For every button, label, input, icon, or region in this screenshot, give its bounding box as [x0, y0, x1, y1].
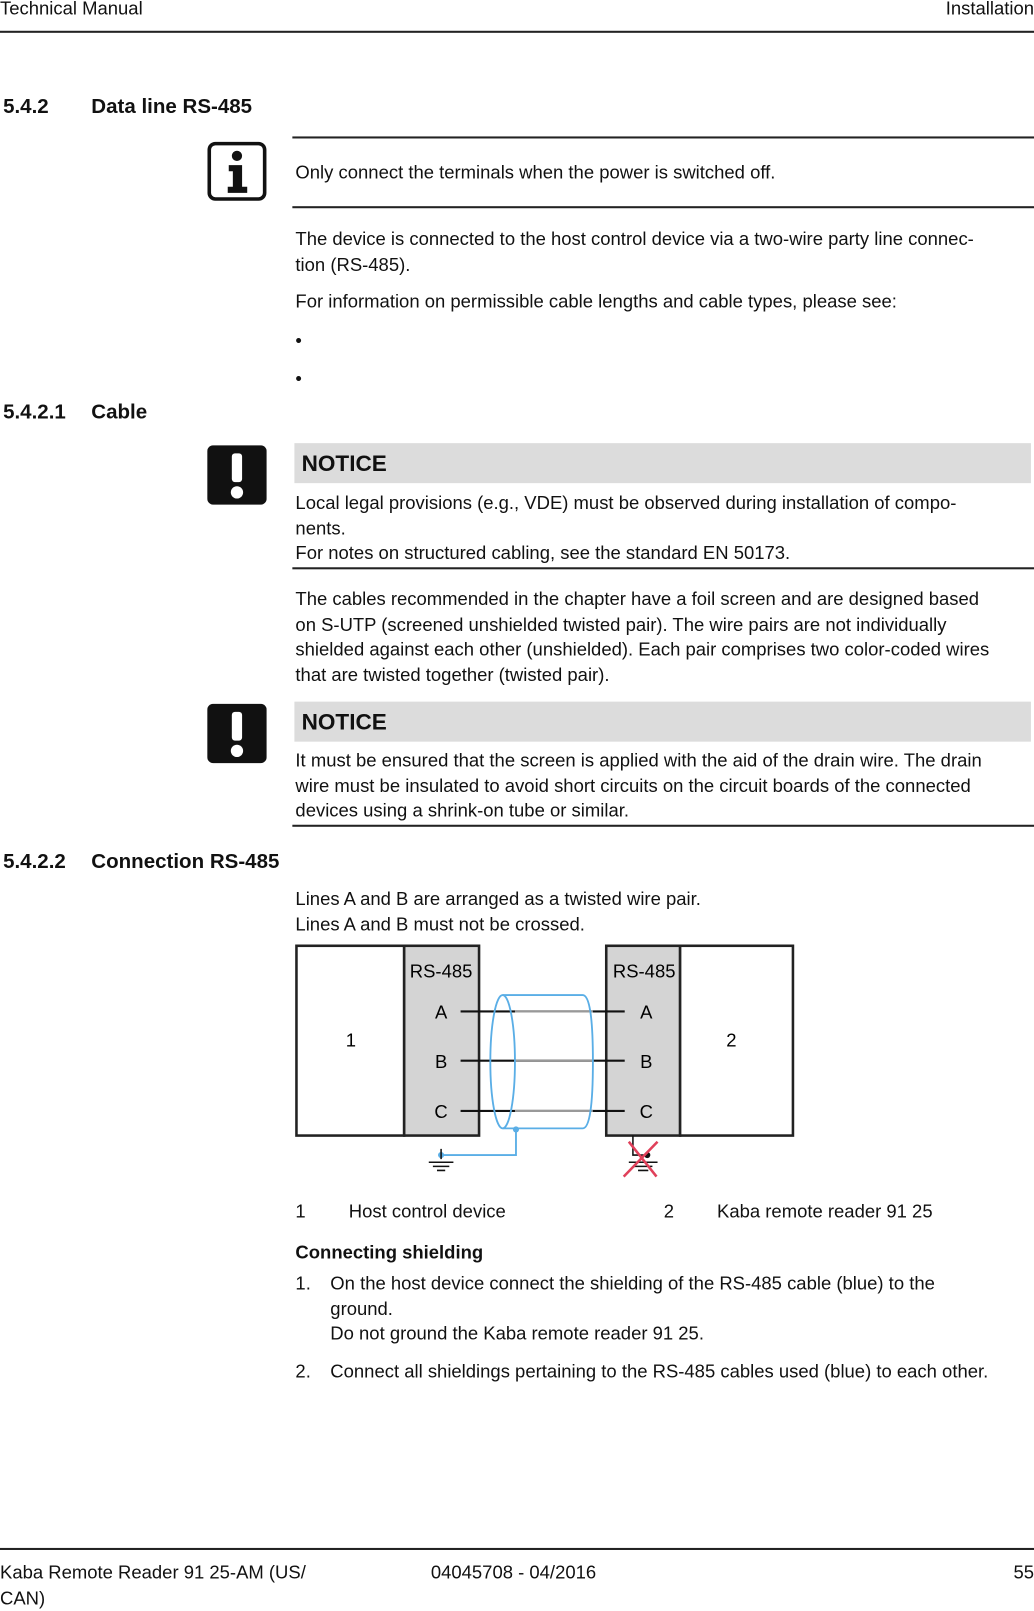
header-left: Technical Manual	[0, 0, 143, 19]
ground-icon	[429, 1149, 454, 1171]
section-title: Connection RS-485	[91, 850, 280, 873]
line-label: A	[640, 1001, 653, 1023]
page-number: 55	[1013, 1562, 1034, 1583]
notice-text: Local legal provisions (e.g., VDE) must be observed during installation of compo-	[295, 492, 957, 513]
step-text: Do not ground the Kaba remote reader 91 25.	[330, 1323, 704, 1344]
section-number: 5.4.2.2	[3, 850, 66, 873]
step-text: ground.	[330, 1298, 393, 1319]
paragraph: Lines A and B are arranged as a twisted wire pair.	[295, 888, 701, 909]
section-number: 5.4.2	[3, 95, 49, 118]
notice-text: wire must be insulated to avoid short circuits on the circuit boards of the connected	[295, 774, 971, 796]
step-text: On the host device connect the shielding of the RS-485 cable (blue) to the	[330, 1273, 935, 1294]
wiring-diagram	[287, 939, 800, 1185]
warning-icon	[207, 704, 266, 763]
footer-rule	[0, 1548, 1034, 1550]
paragraph: For information on permissible cable lengths and cable types, please see:	[295, 291, 897, 312]
port-label: RS-485	[409, 960, 473, 982]
header-rule	[0, 31, 1034, 33]
line-label: A	[434, 1001, 448, 1023]
paragraph: on S-UTP (screened unshielded twisted pair). The wire pairs are not individually	[295, 613, 947, 635]
bullet: •	[295, 368, 302, 389]
legend-number: 1	[295, 1201, 306, 1222]
line-label: B	[434, 1050, 448, 1072]
paragraph: tion (RS-485).	[295, 253, 411, 275]
notice-rule	[292, 567, 1034, 569]
legend-label: Host control device	[348, 1201, 506, 1222]
step-text: Connect all shieldings pertaining to the RS-485 cables used (blue) to each other.	[330, 1361, 989, 1382]
legend-number: 2	[663, 1201, 674, 1222]
legend-label: Kaba remote reader 91 25	[717, 1201, 933, 1222]
section-title: Cable	[91, 401, 148, 424]
notice-rule	[292, 825, 1034, 827]
footer-product: Kaba Remote Reader 91 25-AM (US/	[0, 1562, 306, 1583]
paragraph: shielded against each other (unshielded). Each pair comprises two color-coded wires	[295, 639, 990, 660]
footer-doc-number: 04045708 - 04/2016	[430, 1562, 597, 1583]
bullet: •	[295, 330, 302, 351]
header-right: Installation	[945, 0, 1034, 19]
info-rule-top	[292, 136, 1034, 138]
paragraph: that are twisted together (twisted pair).	[295, 664, 610, 685]
subheading: Connecting shielding	[295, 1242, 484, 1263]
info-icon	[207, 142, 266, 201]
info-text: Only connect the terminals when the power is switched off.	[295, 162, 776, 183]
port-label: RS-485	[612, 960, 676, 982]
not-grounded-cross-icon	[624, 1142, 658, 1177]
section-title: Data line RS-485	[91, 95, 253, 118]
box2-label: 2	[726, 1029, 737, 1051]
notice-text: devices using a shrink-on tube or similar.	[295, 800, 629, 821]
line-label: B	[640, 1050, 653, 1072]
info-rule-bottom	[292, 206, 1034, 208]
line-label: C	[434, 1101, 448, 1123]
footer-product: CAN)	[0, 1587, 46, 1608]
notice-text: For notes on structured cabling, see the standard EN 50173.	[295, 542, 791, 564]
notice-text: It must be ensured that the screen is applied with the aid of the drain wire. The drain	[295, 749, 982, 771]
paragraph: The cables recommended in the chapter have a foil screen and are designed based	[295, 588, 980, 610]
notice-label: NOTICE	[294, 443, 1031, 483]
line-label: C	[639, 1101, 653, 1123]
section-number: 5.4.2.1	[3, 401, 66, 424]
warning-icon	[207, 445, 266, 504]
notice-label: NOTICE	[294, 702, 1031, 742]
notice-text: nents.	[295, 517, 346, 539]
paragraph: The device is connected to the host control device via a two-wire party line connec-	[295, 228, 974, 250]
step-number: 1.	[295, 1273, 311, 1294]
step-number: 2.	[295, 1361, 311, 1382]
paragraph: Lines A and B must not be crossed.	[295, 913, 585, 934]
box1-label: 1	[345, 1029, 356, 1051]
